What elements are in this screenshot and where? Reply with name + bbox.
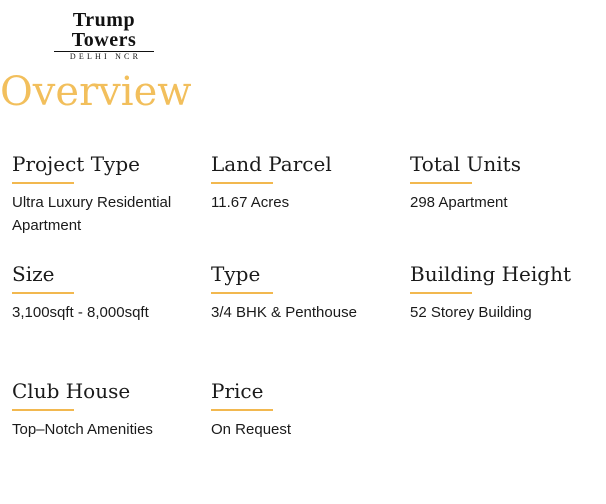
detail-building-height xyxy=(410,261,600,324)
detail-label: Project Type xyxy=(12,152,140,176)
detail-label: Land Parcel xyxy=(211,152,332,176)
label-underline xyxy=(410,182,472,184)
overview-heading: Overview xyxy=(0,69,192,115)
detail-label: Club House xyxy=(12,379,131,403)
label-underline xyxy=(211,292,273,294)
detail-label: Type xyxy=(211,262,261,286)
detail-value: Ultra Luxury Residential Apartment xyxy=(12,194,172,234)
detail-label: Size xyxy=(12,262,55,286)
detail-value: 3/4 BHK & Penthouse xyxy=(211,304,357,321)
brand-logo xyxy=(52,10,156,62)
detail-price xyxy=(211,378,401,441)
detail-land-parcel xyxy=(211,151,401,214)
logo-line-2: Towers xyxy=(71,29,137,51)
detail-project-type xyxy=(12,151,202,237)
detail-value: Top–Notch Amenities xyxy=(12,421,153,438)
label-underline xyxy=(12,182,74,184)
label-underline xyxy=(12,409,74,411)
detail-type xyxy=(211,261,401,324)
logo-subtitle: DELHI NCR xyxy=(69,52,142,61)
label-underline xyxy=(410,292,472,294)
label-underline xyxy=(211,409,273,411)
detail-club-house xyxy=(12,378,202,441)
detail-total-units xyxy=(410,151,600,214)
detail-label: Price xyxy=(211,379,264,403)
detail-value: 298 Apartment xyxy=(410,194,508,211)
detail-value: 11.67 Acres xyxy=(211,194,290,211)
label-underline xyxy=(211,182,273,184)
detail-value: 52 Storey Building xyxy=(410,304,532,321)
detail-value: 3,100sqft - 8,000sqft xyxy=(12,304,149,321)
detail-label: Building Height xyxy=(410,262,572,286)
logo-line-1: Trump xyxy=(72,9,136,31)
detail-value: On Request xyxy=(211,421,292,438)
label-underline xyxy=(12,292,74,294)
detail-size xyxy=(12,261,202,324)
detail-label: Total Units xyxy=(410,152,521,176)
